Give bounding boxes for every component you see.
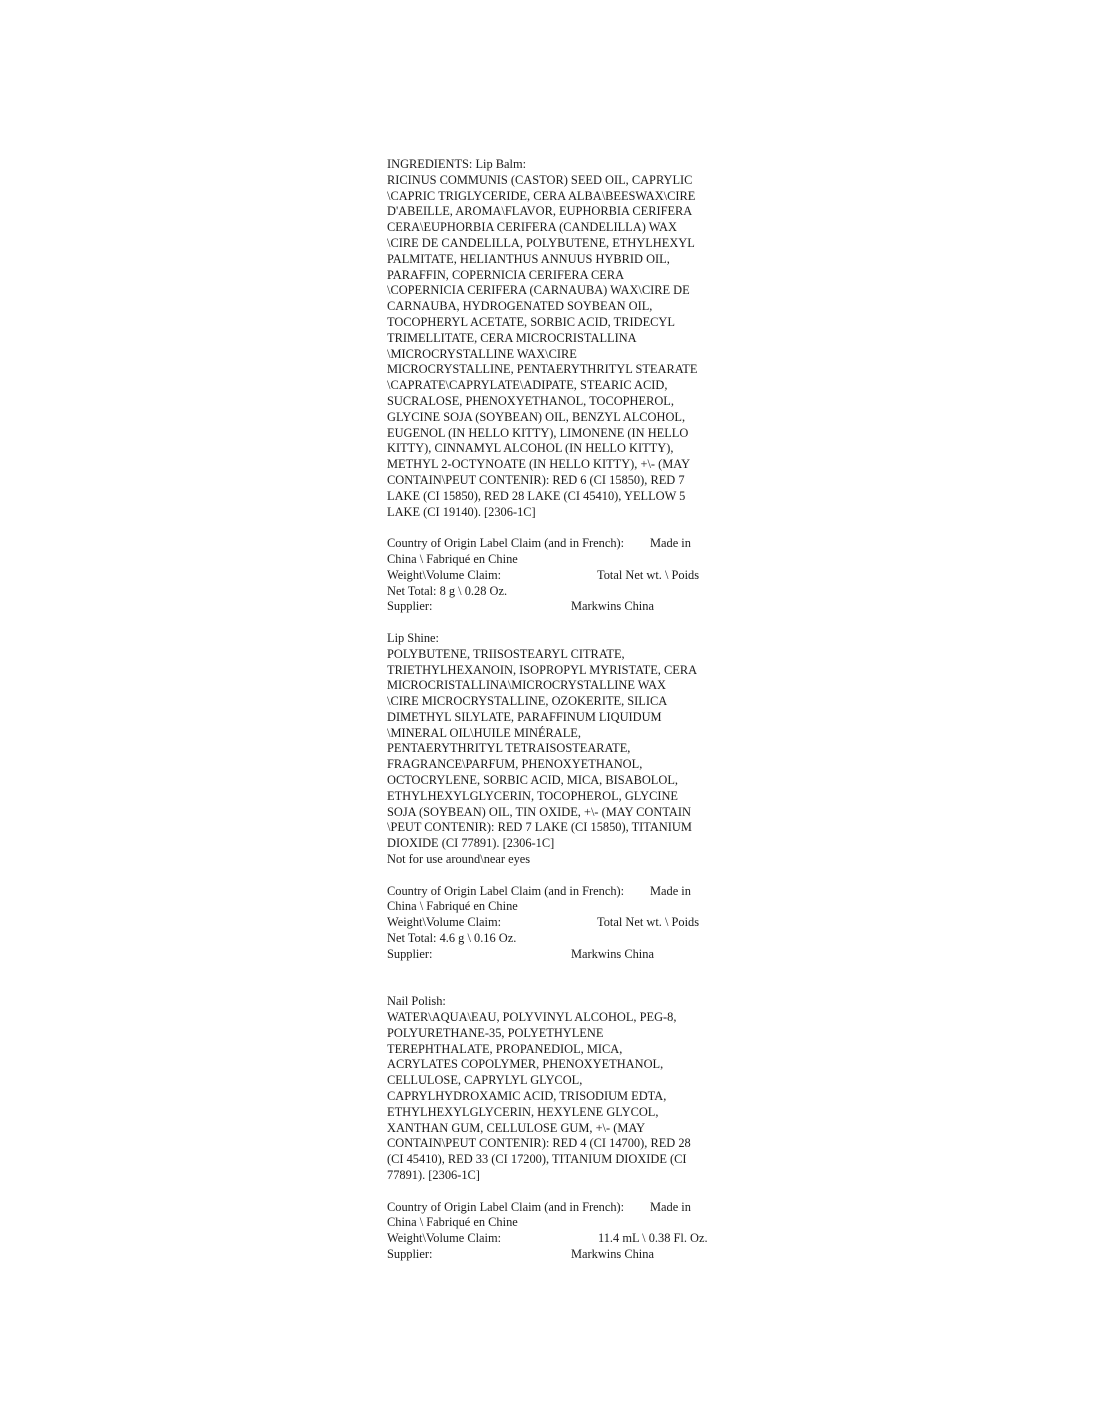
weight-label: Weight\Volume Claim: <box>387 915 502 930</box>
eye-warning: Not for use around\near eyes <box>387 852 531 867</box>
ingredient-line: PARAFFIN, COPERNICIA CERIFERA CERA <box>387 267 625 282</box>
origin-row <box>387 536 717 552</box>
ingredient-line: TOCOPHERYL ACETATE, SORBIC ACID, TRIDECYL <box>387 314 675 329</box>
lip-balm-heading: INGREDIENTS: Lip Balm: <box>387 157 527 171</box>
ingredient-line: LAKE (CI 19140). [2306-1C] <box>387 504 536 519</box>
ingredient-line: DIMETHYL SILYLATE, PARAFFINUM LIQUIDUM <box>387 709 662 724</box>
ingredient-line: CONTAIN\PEUT CONTENIR): RED 4 (CI 14700), RED 28 <box>387 1136 691 1151</box>
ingredient-line: CARNAUBA, HYDROGENATED SOYBEAN OIL, <box>387 299 653 314</box>
ingredient-line: TRIETHYLHEXANOIN, ISOPROPYL MYRISTATE, CERA <box>387 662 698 677</box>
nail-polish-ingredients <box>387 1010 717 1184</box>
ingredient-line: SUCRALOSE, PHENOXYETHANOL, TOCOPHEROL, <box>387 393 674 408</box>
ingredient-line: \COPERNICIA CERIFERA (CARNAUBA) WAX\CIRE DE <box>387 283 690 298</box>
origin-value: Made in <box>650 883 691 898</box>
weight-row <box>387 568 717 584</box>
supplier-label: Supplier: <box>387 1246 433 1261</box>
ingredient-line: ACRYLATES COPOLYMER, PHENOXYETHANOL, <box>387 1057 664 1072</box>
ingredient-line: \MINERAL OIL\HUILE MINÉRALE, <box>387 725 581 740</box>
nail-polish-claims <box>387 1200 717 1263</box>
weight-value: Total Net wt. \ Poids <box>597 915 700 930</box>
origin-value-cont: China \ Fabriqué en Chine <box>387 899 518 914</box>
origin-row <box>387 1200 717 1216</box>
ingredient-line: \PEUT CONTENIR): RED 7 LAKE (CI 15850), TITANIUM <box>387 820 692 835</box>
ingredient-line: PALMITATE, HELIANTHUS ANNUUS HYBRID OIL, <box>387 251 670 266</box>
lip-shine-heading: Lip Shine: <box>387 630 439 645</box>
ingredient-line: CONTAIN\PEUT CONTENIR): RED 6 (CI 15850), RED 7 <box>387 472 685 487</box>
origin-label: Country of Origin Label Claim (and in French): <box>387 536 625 551</box>
weight-value: Total Net wt. \ Poids <box>597 567 700 582</box>
weight-value-cont: Net Total: 4.6 g \ 0.16 Oz. <box>387 931 517 946</box>
origin-value: Made in <box>650 1199 691 1214</box>
supplier-row <box>387 1247 717 1263</box>
weight-value-cont: Net Total: 8 g \ 0.28 Oz. <box>387 583 508 598</box>
lip-balm-ingredients <box>387 173 717 521</box>
origin-value-cont: China \ Fabriqué en Chine <box>387 1215 518 1230</box>
nail-polish-heading: Nail Polish: <box>387 994 446 1009</box>
origin-label: Country of Origin Label Claim (and in French): <box>387 883 625 898</box>
supplier-value: Markwins China <box>571 1246 654 1261</box>
ingredient-line: EUGENOL (IN HELLO KITTY), LIMONENE (IN HELLO <box>387 425 689 440</box>
ingredient-line: CAPRYLHYDROXAMIC ACID, TRISODIUM EDTA, <box>387 1089 667 1104</box>
lip-shine-claims <box>387 884 717 963</box>
ingredient-line: \CIRE DE CANDELILLA, POLYBUTENE, ETHYLHEXYL <box>387 235 695 250</box>
ingredient-line: CELLULOSE, CAPRYLYL GLYCOL, <box>387 1073 583 1088</box>
ingredient-line: METHYL 2-OCTYNOATE (IN HELLO KITTY), +\- (MAY <box>387 457 691 472</box>
ingredient-line: \CIRE MICROCRYSTALLINE, OZOKERITE, SILICA <box>387 694 668 709</box>
ingredient-line: GLYCINE SOJA (SOYBEAN) OIL, BENZYL ALCOHOL, <box>387 409 686 424</box>
ingredient-line: D'ABEILLE, AROMA\FLAVOR, EUPHORBIA CERIFERA <box>387 204 693 219</box>
ingredient-line: DIOXIDE (CI 77891). [2306-1C] <box>387 836 555 851</box>
origin-row <box>387 884 717 900</box>
ingredient-line: RICINUS COMMUNIS (CASTOR) SEED OIL, CAPRYLIC <box>387 172 693 187</box>
lip-balm-section <box>387 157 717 615</box>
ingredient-line: MICROCRYSTALLINE, PENTAERYTHRITYL STEARATE <box>387 362 698 377</box>
ingredient-line: MICROCRISTALLINA\MICROCRYSTALLINE WAX <box>387 678 666 693</box>
ingredient-line: POLYURETHANE-35, POLYETHYLENE <box>387 1025 604 1040</box>
ingredient-line: PENTAERYTHRITYL TETRAISOSTEARATE, <box>387 741 631 756</box>
nail-polish-section <box>387 994 717 1263</box>
ingredient-line: \CAPRIC TRIGLYCERIDE, CERA ALBA\BEESWAX\CIRE <box>387 188 696 203</box>
ingredients-document <box>387 157 717 1263</box>
supplier-label: Supplier: <box>387 599 433 614</box>
ingredient-line: TEREPHTHALATE, PROPANEDIOL, MICA, <box>387 1041 623 1056</box>
lip-balm-claims <box>387 536 717 615</box>
ingredient-line: OCTOCRYLENE, SORBIC ACID, MICA, BISABOLOL, <box>387 773 678 788</box>
lip-shine-ingredients <box>387 647 717 852</box>
supplier-row <box>387 599 717 615</box>
ingredient-line: KITTY), CINNAMYL ALCOHOL (IN HELLO KITTY), <box>387 441 674 456</box>
ingredient-line: ETHYLHEXYLGLYCERIN, TOCOPHEROL, GLYCINE <box>387 788 678 803</box>
ingredient-line: XANTHAN GUM, CELLULOSE GUM, +\- (MAY <box>387 1120 646 1135</box>
weight-label: Weight\Volume Claim: <box>387 1231 502 1246</box>
supplier-value: Markwins China <box>571 599 654 614</box>
supplier-row <box>387 947 717 963</box>
weight-row <box>387 915 717 931</box>
supplier-value: Markwins China <box>571 946 654 961</box>
supplier-label: Supplier: <box>387 946 433 961</box>
origin-label: Country of Origin Label Claim (and in French): <box>387 1199 625 1214</box>
weight-label: Weight\Volume Claim: <box>387 567 502 582</box>
ingredient-line: CERA\EUPHORBIA CERIFERA (CANDELILLA) WAX <box>387 220 677 235</box>
ingredient-line: 77891). [2306-1C] <box>387 1168 480 1182</box>
ingredient-line: \MICROCRYSTALLINE WAX\CIRE <box>387 346 577 361</box>
ingredient-line: (CI 45410), RED 33 (CI 17200), TITANIUM DIOXIDE (CI <box>387 1152 687 1167</box>
ingredient-line: FRAGRANCE\PARFUM, PHENOXYETHANOL, <box>387 757 643 772</box>
ingredient-line: LAKE (CI 15850), RED 28 LAKE (CI 45410), YELLOW 5 <box>387 488 686 503</box>
ingredient-line: SOJA (SOYBEAN) OIL, TIN OXIDE, +\- (MAY CONTAIN <box>387 804 691 819</box>
ingredient-line: ETHYLHEXYLGLYCERIN, HEXYLENE GLYCOL, <box>387 1104 659 1119</box>
ingredient-line: WATER\AQUA\EAU, POLYVINYL ALCOHOL, PEG-8, <box>387 1010 677 1025</box>
origin-value-cont: China \ Fabriqué en Chine <box>387 551 518 566</box>
ingredient-line: TRIMELLITATE, CERA MICROCRISTALLINA <box>387 330 637 345</box>
ingredient-line: POLYBUTENE, TRIISOSTEARYL CITRATE, <box>387 646 625 661</box>
weight-value: 11.4 mL \ 0.38 Fl. Oz. <box>598 1231 708 1246</box>
origin-value: Made in <box>650 536 691 551</box>
lip-shine-section <box>387 631 717 963</box>
weight-row <box>387 1231 717 1247</box>
ingredient-line: \CAPRATE\CAPRYLATE\ADIPATE, STEARIC ACID, <box>387 378 668 393</box>
